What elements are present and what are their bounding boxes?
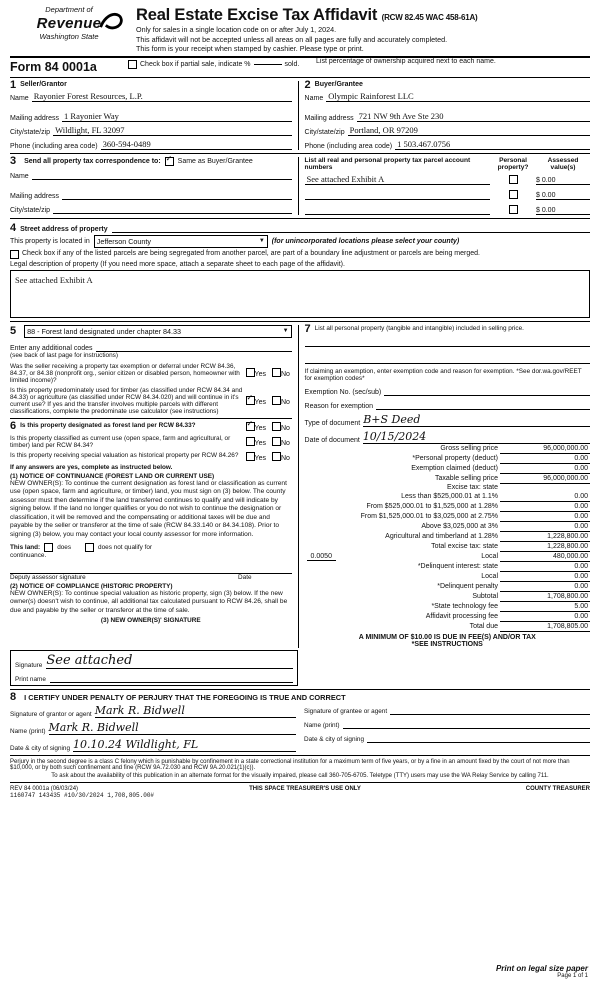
bracket-3-label: From $1,525,000.01 to $3,025,000 at 2.75%	[360, 513, 498, 521]
certification-title: I CERTIFY UNDER PENALTY OF PERJURY THAT THE FOREGOING IS TRUE AND CORRECT	[24, 693, 346, 703]
classification-tax-section	[10, 322, 590, 649]
deputy-assessor-date-label: Date	[238, 573, 252, 581]
document-type-label: Type of document	[304, 419, 361, 427]
new-owner-signature-value[interactable]: See attached	[46, 653, 293, 669]
document-type-value[interactable]: B+S Deed	[363, 413, 590, 427]
swoosh-icon	[98, 8, 124, 34]
section-6-q3: Is this property receiving special valuation as historical property per RCW 84.26?	[10, 451, 239, 459]
dept-label: Department of	[45, 5, 93, 14]
corr-city-value[interactable]	[53, 203, 291, 214]
delinquent-penalty-label: *Delinquent penalty	[437, 583, 498, 591]
document-date-value[interactable]: 10/15/2024	[363, 430, 590, 444]
gross-selling-price-label: Gross selling price	[440, 444, 498, 452]
s6-q1-yes-label: Yes	[254, 424, 266, 432]
document-type-row[interactable]	[305, 413, 590, 427]
seller-city-label: City/state/zip	[10, 129, 51, 137]
new-owner-signature-title: (3) NEW OWNER(S)' SIGNATURE	[100, 617, 201, 625]
legal-description-value: See attached Exhibit A	[15, 274, 93, 285]
s6-q3-no-label: No	[280, 454, 290, 462]
seller-heading: Seller/Grantor	[20, 81, 67, 89]
sold-label: sold.	[284, 61, 300, 69]
total-state-excise-value[interactable]: 1,228,800.00	[500, 542, 590, 552]
q2-text: Is this property predominately used for timber (as classified under RCW 84.34 and 84.33) or agriculture (as classified under RCW 84.34.020) and will continue in it's current use? If yes and the transfer involves multiple parcels with different classifications, complete the predominate use calculator (see instructions)	[10, 386, 243, 415]
q2-no-label: No	[280, 398, 290, 406]
parcel-personal-checkbox-0[interactable]	[509, 175, 518, 184]
bracket-2-label: From $525,000.01 to $1,525,000 at 1.28%	[366, 503, 498, 511]
parcel-number-1[interactable]	[305, 199, 490, 200]
corr-city-label: City/state/zip	[10, 207, 51, 215]
buyer-city-value[interactable]: Portland, OR 97209	[348, 125, 590, 136]
grantee-print-label: Name (print)	[304, 722, 340, 730]
seller-phone-label: Phone (including area code)	[10, 143, 98, 151]
ag-timber-value[interactable]: 1,228,800.00	[500, 532, 590, 542]
personal-property-intro: List all personal property (tangible and intangible) included in selling price.	[314, 324, 524, 332]
parcel-personal-checkbox-1[interactable]	[509, 190, 518, 199]
grantee-signature-label: Signature of grantee or agent	[304, 708, 388, 716]
q1-no-label: No	[280, 371, 290, 379]
minimum-due-note: A MINIMUM OF $10.00 IS DUE IN FEE(S) AND/OR TAX	[358, 634, 536, 642]
partial-sale-checkbox[interactable]	[128, 60, 137, 69]
form-revision: REV 84 0001a (06/03/24)	[10, 786, 79, 793]
exemption-no-row[interactable]	[305, 385, 590, 396]
s6-q2-no-checkbox[interactable]	[272, 437, 281, 446]
grantor-print-label: Name (print)	[10, 728, 46, 736]
correspondence-heading: Send all property tax correspondence to:	[24, 158, 161, 166]
delinquent-interest-local-value[interactable]: 0.00	[500, 572, 590, 582]
exemption-reason-value[interactable]	[376, 399, 590, 410]
q1-text: Was the seller receiving a property tax exemption or deferral under RCW 84.36, 84.37, or 84.38 (nonprofit org., senior citizen or disabled person, homeowner with limited income)?	[10, 362, 240, 384]
continuance-word: continuance.	[10, 551, 47, 559]
buyer-mailing-label: Mailing address	[304, 115, 354, 123]
table-row	[305, 492, 590, 502]
grantor-signature-value[interactable]: Mark R. Bidwell	[95, 704, 296, 718]
grantee-date-value[interactable]	[367, 732, 590, 743]
form-number: Form 84 0001a	[10, 60, 97, 75]
section-1-number: 1	[10, 79, 17, 92]
use-code-value: 88 - Forest land designated under chapter 84.33	[27, 326, 181, 336]
seller-phone-value[interactable]: 360-594-0489	[101, 139, 292, 150]
treasurer-space-label: THIS SPACE TREASURER'S USE ONLY	[249, 786, 361, 793]
deputy-assessor-signature-line[interactable]	[10, 559, 292, 574]
does-not-qualify-checkbox[interactable]	[85, 543, 94, 552]
section-4-number: 4	[10, 221, 17, 234]
bracket-4-label: Above $3,025,000 at 3%	[421, 523, 498, 531]
s6-q1-yes-checkbox[interactable]	[246, 422, 255, 431]
corr-mailing-value[interactable]	[62, 189, 292, 200]
revenue-label: Revenue	[36, 14, 102, 32]
county-select[interactable]	[94, 235, 268, 248]
document-date-label: Date of document	[304, 436, 360, 444]
seller-phone-row[interactable]	[10, 139, 292, 150]
table-row[interactable]	[305, 205, 590, 215]
parcel-number-0[interactable]: See attached Exhibit A	[305, 174, 490, 185]
corr-mailing-label: Mailing address	[10, 193, 60, 201]
s6-q3-yes-label: Yes	[254, 454, 266, 462]
local-label: Local	[481, 552, 498, 560]
located-in-label: This property is located in	[10, 237, 90, 245]
street-address-value[interactable]	[112, 222, 590, 233]
new-owner-print-label: Print name	[15, 676, 46, 684]
s6-q1-no-checkbox[interactable]	[272, 422, 281, 431]
table-row	[305, 444, 590, 454]
table-row	[305, 453, 590, 463]
correspondence-parcels-section	[10, 157, 590, 215]
grantor-print-value[interactable]: Mark R. Bidwell	[49, 721, 296, 735]
q2-yes-checkbox[interactable]	[246, 396, 255, 405]
if-any-yes-note: If any answers are yes, complete as instructed below.	[10, 463, 173, 471]
exemption-claimed-value[interactable]: 0.00	[500, 463, 590, 473]
table-row	[305, 522, 590, 532]
local-rate-value[interactable]: 0.0050	[307, 553, 336, 561]
delinquent-penalty-value[interactable]: 0.00	[500, 582, 590, 592]
delinquent-interest-local-label: Local	[481, 573, 498, 581]
partial-sale-label: Check box if partial sale, indicate %	[140, 61, 251, 69]
correspondence-block	[10, 157, 299, 215]
section-6-q1: Is this property designated as forest land per RCW 84.33?	[20, 421, 196, 429]
bracket-1-value[interactable]: 0.00	[500, 492, 590, 502]
parcel-block	[299, 157, 590, 215]
table-row	[305, 592, 590, 602]
buyer-phone-label: Phone (including area code)	[304, 143, 393, 151]
tax-calculation-table	[305, 444, 590, 633]
grantor-date-value[interactable]: 10.10.24 Wildlight, FL	[73, 738, 296, 752]
total-due-value[interactable]: 1,708,805.00	[500, 622, 590, 632]
table-row	[305, 612, 590, 622]
parcel-value-2[interactable]: $ 0.00	[536, 207, 590, 215]
table-row[interactable]	[305, 174, 590, 185]
use-code-select[interactable]	[24, 325, 291, 338]
perjury-note-1: Perjury in the second degree is a class C felony which is punishable by confinement in a state correctional institution for a maximum term of five years, or by a fine in an amount fixed by the court of not more than $10,000, or by both such confinement and fine (RCW 9A.72.030 and RCW 9A.20.021(1)(c)).	[10, 759, 570, 772]
historic-body: NEW OWNER(S): To continue special valuation as historic property, sign (3) below. If the new owner(s) doesn't wish to continue, all additional tax calculated pursuant to RCW 84.26, shall be due and payable by the seller or transferor at the time of sale.	[10, 589, 288, 614]
corr-name-row[interactable]	[10, 169, 292, 180]
seller-block	[10, 81, 299, 150]
exemption-no-label: Exemption No. (sec/sub)	[304, 388, 382, 396]
new-owner-print-value[interactable]	[50, 672, 293, 683]
taxable-selling-price-value[interactable]: 96,000,000.00	[500, 473, 590, 483]
parcel-header-assessed: Assessed value(s)	[547, 157, 579, 172]
table-row	[305, 542, 590, 552]
tech-fee-value[interactable]: 5.00	[500, 602, 590, 612]
corr-name-label: Name	[10, 173, 29, 181]
exemption-note: If claiming an exemption, enter exemption code and reason for exemption. *See dor.wa.gov/REET for exemption codes*	[304, 367, 582, 382]
grantee-print-value[interactable]	[343, 718, 590, 729]
same-as-buyer-label: Same as Buyer/Grantee	[177, 158, 253, 166]
section-5-6-block	[10, 325, 299, 649]
agency-logo	[10, 6, 128, 41]
buyer-phone-value[interactable]: 1 503.467.0756	[395, 139, 590, 150]
table-row	[305, 502, 590, 512]
bracket-1-label: Less than $525,000.01 at 1.1%	[401, 493, 498, 501]
buyer-city-row[interactable]	[305, 125, 590, 136]
buyer-name-row[interactable]	[305, 91, 590, 102]
same-as-buyer-checkbox[interactable]	[165, 157, 174, 166]
header-sub3: This form is your receipt when stamped by cashier. Please type or print.	[136, 44, 364, 54]
treasurer-stamp: 1160747 143435 #10/30/2024 1,708,805.00#	[10, 792, 155, 800]
gross-selling-price-value[interactable]: 96,000,000.00	[500, 444, 590, 454]
section-6-q2: Is this property classified as current use (open space, farm and agricultural, or timber) land per RCW 84.34?	[10, 434, 231, 449]
segregation-note: Check box if any of the listed parcels are being segregated from another parcel, are part of a boundary line adjustment or parcels are being merged.	[22, 249, 480, 257]
additional-codes-input[interactable]	[96, 341, 292, 352]
additional-codes-label: Enter any additional codes	[10, 344, 93, 352]
county-note: (for unincorporated locations please select your county)	[271, 237, 460, 245]
delinquent-interest-state-value[interactable]: 0.00	[500, 562, 590, 572]
subtotal-value[interactable]: 1,708,800.00	[500, 592, 590, 602]
grantor-date-label: Date & city of signing	[10, 745, 71, 753]
table-row	[305, 582, 590, 592]
s6-q2-yes-label: Yes	[254, 439, 266, 447]
seller-name-value[interactable]: Rayonier Forest Resources, L.P.	[32, 91, 292, 102]
personal-property-line-2[interactable]	[305, 353, 590, 364]
section-5-number: 5	[10, 324, 17, 337]
total-state-excise-label: Total excise tax: state	[431, 543, 498, 551]
see-instructions-note: *SEE INSTRUCTIONS	[411, 641, 483, 649]
table-row	[305, 552, 590, 562]
excise-tax-state-value	[500, 483, 590, 492]
new-owner-signature-box[interactable]	[10, 650, 298, 686]
seller-mailing-row[interactable]	[10, 111, 292, 122]
personal-property-line-1[interactable]	[305, 336, 590, 347]
buyer-block	[299, 81, 590, 150]
table-row	[305, 473, 590, 483]
buyer-heading: Buyer/Grantee	[314, 81, 363, 89]
bracket-2-value[interactable]: 0.00	[500, 502, 590, 512]
parcel-number-2[interactable]	[305, 214, 490, 215]
does-qualify-checkbox[interactable]	[44, 543, 53, 552]
state-label: Washington State	[39, 31, 99, 41]
rcw-citation: (RCW 82.45 WAC 458-61A)	[381, 13, 478, 22]
table-row	[305, 572, 590, 582]
document-header	[10, 6, 590, 58]
table-row	[305, 463, 590, 473]
exemption-claimed-label: Exemption claimed (deduct)	[411, 464, 498, 472]
grantor-signature-label: Signature of grantor or agent	[10, 711, 92, 719]
section-8-number: 8	[10, 691, 17, 704]
q1-no-checkbox[interactable]	[272, 368, 281, 377]
s6-q3-yes-checkbox[interactable]	[246, 452, 255, 461]
section-7-number: 7	[304, 322, 311, 335]
perjury-note-2: To ask about the availability of this publication in an alternate format for the visually impaired, please call 360-705-6705. Teletype (TTY) users may use the WA Relay Service by calling 711.	[51, 773, 549, 780]
seller-name-label: Name	[10, 95, 29, 103]
processing-fee-value[interactable]: 0.00	[500, 612, 590, 622]
exemption-reason-label: Reason for exemption	[304, 402, 374, 410]
document-date-row[interactable]	[305, 430, 590, 444]
s6-q1-no-label: No	[280, 424, 290, 432]
new-owner-signature-label: Signature	[15, 662, 43, 670]
delinquent-interest-state-label: *Delinquent interest: state	[417, 563, 498, 571]
bracket-4-value[interactable]: 0.00	[500, 522, 590, 532]
total-due-label: Total due	[469, 623, 498, 631]
processing-fee-label: Affidavit processing fee	[425, 613, 498, 621]
property-address-section	[10, 222, 590, 318]
q1-yes-label: Yes	[254, 371, 266, 379]
s6-q2-yes-checkbox[interactable]	[246, 437, 255, 446]
section-2-number: 2	[304, 79, 311, 92]
chevron-down-icon: ▼	[258, 238, 265, 245]
personal-property-deduct-value[interactable]: 0.00	[500, 453, 590, 463]
table-row	[305, 532, 590, 542]
tech-fee-label: *State technology fee	[431, 603, 498, 611]
page-number: Page 1 of 1	[557, 973, 588, 979]
corr-name-value[interactable]	[32, 169, 292, 180]
corr-mailing-row[interactable]	[10, 189, 292, 200]
seller-name-row[interactable]	[10, 91, 292, 102]
seller-city-row[interactable]	[10, 125, 292, 136]
parcel-personal-checkbox-2[interactable]	[509, 205, 518, 214]
excise-tax-state-label: Excise tax: state	[447, 484, 498, 492]
header-sub2: This affidavit will not be accepted unless all areas on all pages are fully and accurately completed.	[136, 34, 448, 44]
buyer-name-value[interactable]: Olympic Rainforest LLC	[326, 91, 590, 102]
historic-title: (2) NOTICE OF COMPLIANCE (HISTORIC PROPERTY)	[10, 582, 173, 590]
header-sub1: Only for sales in a single location code on or after July 1, 2024.	[136, 25, 337, 34]
corr-city-row[interactable]	[10, 203, 292, 214]
ownership-note: List percentage of ownership acquired next to each name.	[316, 58, 496, 66]
section-7-block	[299, 322, 590, 649]
s6-q2-no-label: No	[280, 439, 290, 447]
deputy-assessor-label: Deputy assessor signature	[10, 573, 86, 581]
bracket-3-value[interactable]: 0.00	[500, 512, 590, 522]
buyer-mailing-row[interactable]	[305, 111, 590, 122]
parcel-value-1[interactable]: $ 0.00	[536, 192, 590, 200]
table-row	[305, 622, 590, 632]
seller-city-value[interactable]: Wildlight, FL 32097	[53, 125, 291, 136]
continuance-body: NEW OWNER(S): To continue the current designation as forest land or classification as current use (open space, farm and agriculture, or timber) land, you must sign on (3) below. The county assessor must then determine if the land transferred continues to qualify and will indicate by signing below. If the land no longer qualifies or you do not wish to continue the designation or classification, it will be removed and the compensating or additional taxes will be due and payable by the seller or transferor at the time of sale (RCW 84.33.140 or 84.34.108). Prior to signing (3) below, you may contact your local county assessor for more information.	[10, 479, 287, 539]
seller-mailing-label: Mailing address	[10, 115, 60, 123]
personal-property-deduct-label: *Personal property (deduct)	[412, 454, 498, 462]
print-legal-note: Print on legal size paper	[495, 964, 588, 973]
grantee-signature-value[interactable]	[390, 704, 590, 715]
does-label: does	[57, 543, 72, 551]
subtotal-label: Subtotal	[472, 593, 498, 601]
table-row	[305, 483, 590, 492]
county-treasurer-label: COUNTY TREASURER	[525, 786, 590, 793]
parties-section	[10, 81, 590, 150]
q1-yes-checkbox[interactable]	[246, 368, 255, 377]
partial-sale-row[interactable]	[128, 60, 308, 69]
grantee-date-label: Date & city of signing	[304, 736, 365, 744]
parcel-header-personal: Personal property?	[497, 157, 529, 172]
county-select-value: Jefferson County	[96, 236, 151, 246]
additional-codes-note: (see back of last page for instructions)	[10, 351, 118, 359]
table-row	[305, 562, 590, 572]
legal-description-box[interactable]	[10, 270, 590, 318]
s6-q3-no-checkbox[interactable]	[272, 452, 281, 461]
partial-sale-percent[interactable]	[254, 64, 282, 65]
this-land-label: This land:	[10, 543, 41, 551]
street-address-label: Street address of property	[20, 225, 108, 233]
table-row	[305, 602, 590, 612]
parcel-header-main: List all real and personal property tax parcel account numbers	[304, 157, 471, 172]
table-row	[305, 512, 590, 522]
q2-yes-label: Yes	[254, 398, 266, 406]
continuance-title: (1) NOTICE OF CONTINUANCE (FOREST LAND OR CURRENT USE)	[10, 472, 215, 480]
buyer-mailing-value[interactable]: 721 NW 9th Ave Ste 230	[357, 111, 590, 122]
parcel-value-0[interactable]: $ 0.00	[536, 177, 590, 185]
exemption-reason-row[interactable]	[305, 399, 590, 410]
taxable-selling-price-label: Taxable selling price	[434, 474, 498, 482]
chevron-down-icon: ▼	[282, 328, 289, 335]
buyer-city-label: City/state/zip	[304, 129, 345, 137]
buyer-name-label: Name	[304, 95, 324, 103]
ag-timber-label: Agricultural and timberland at 1.28%	[385, 533, 498, 541]
local-value[interactable]: 480,000.00	[500, 552, 590, 562]
q2-no-checkbox[interactable]	[272, 396, 281, 405]
section-6-number: 6	[10, 419, 17, 432]
page-title: Real Estate Excise Tax Affidavit (RCW 82.45 WAC 458-61A)	[136, 6, 478, 24]
does-not-label: does not qualify for	[98, 543, 153, 551]
section-3-number: 3	[10, 155, 17, 168]
legal-description-label: Legal description of property (If you need more space, attach a separate sheet to each page of the affidavit).	[10, 260, 345, 268]
segregation-checkbox[interactable]	[10, 250, 19, 259]
certification-section	[10, 693, 590, 752]
table-row[interactable]	[305, 190, 590, 200]
seller-mailing-value[interactable]: 1 Rayonier Way	[62, 111, 292, 122]
buyer-phone-row[interactable]	[305, 139, 590, 150]
exemption-no-value[interactable]	[384, 385, 590, 396]
